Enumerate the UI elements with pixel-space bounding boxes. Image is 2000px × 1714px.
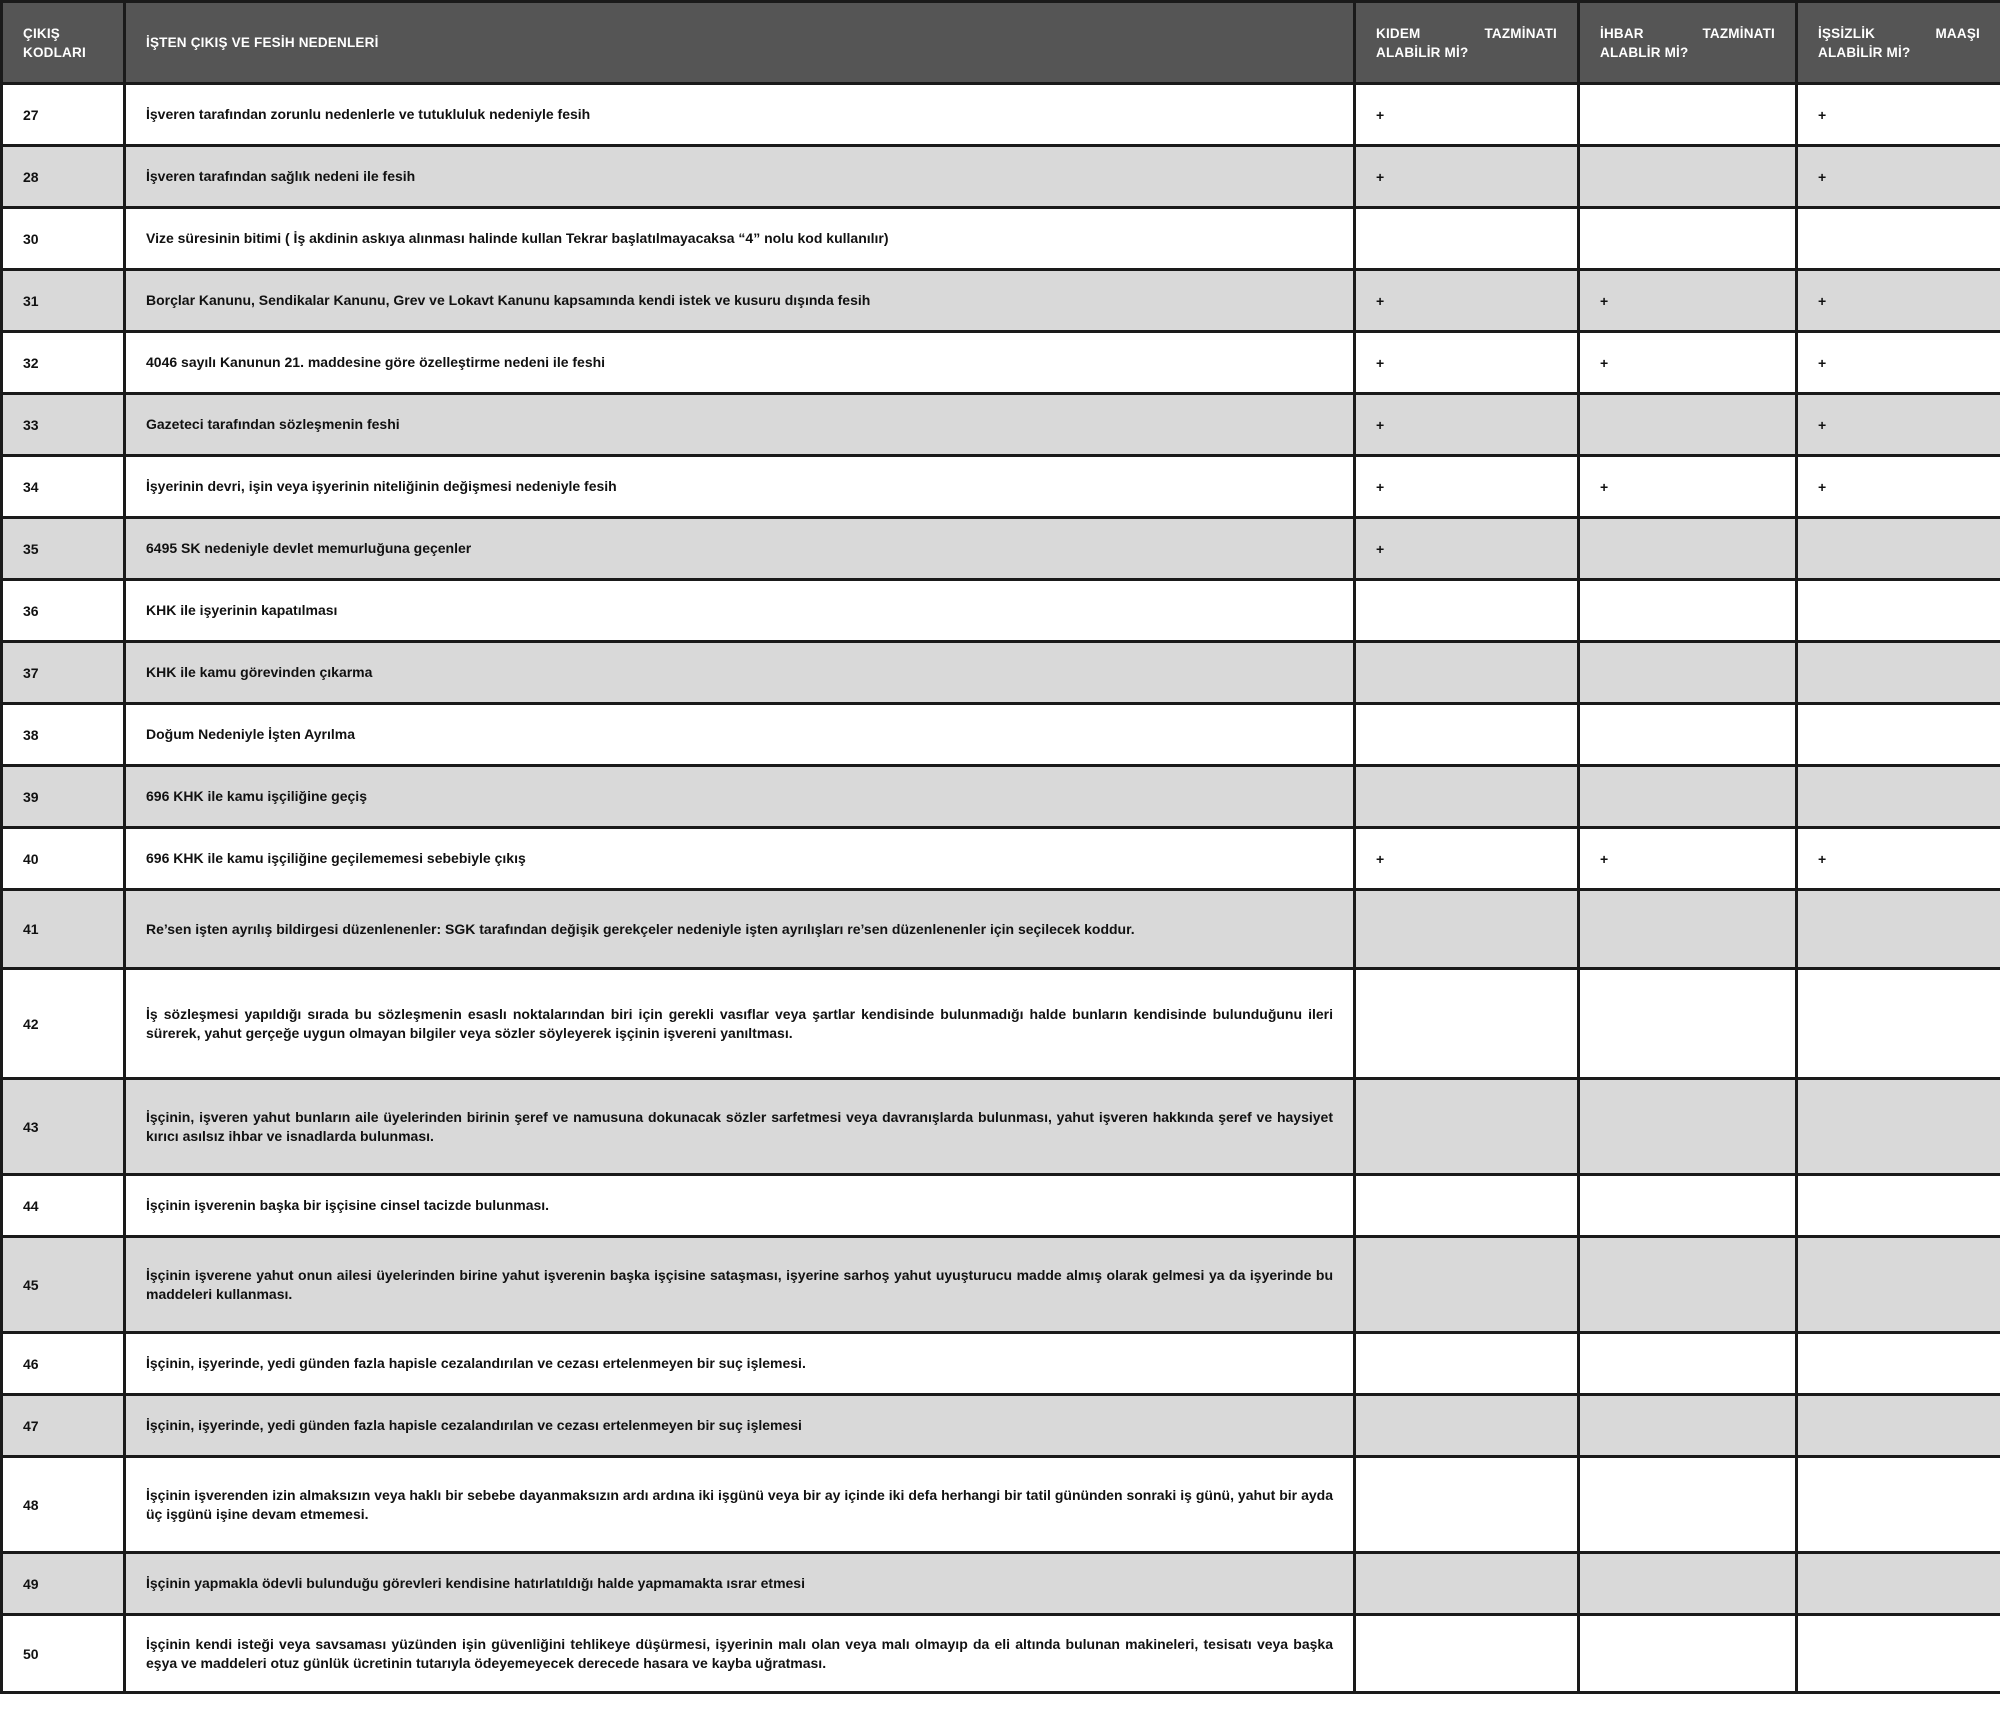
cell-unemployment [1797, 969, 2000, 1079]
cell-unemployment [1797, 1175, 2000, 1237]
header-severance: KIDEM TAZMİNATI ALABİLİR Mİ? [1355, 2, 1579, 84]
cell-severance: + [1355, 828, 1579, 890]
cell-code: 44 [2, 1175, 125, 1237]
cell-unemployment [1797, 1237, 2000, 1333]
cell-unemployment: + [1797, 332, 2000, 394]
cell-code: 33 [2, 394, 125, 456]
table-row [2, 1457, 2000, 1553]
table-row [2, 394, 2000, 456]
cell-notice [1579, 1615, 1797, 1693]
table-row [2, 208, 2000, 270]
cell-severance: + [1355, 84, 1579, 146]
cell-code: 36 [2, 580, 125, 642]
cell-code: 47 [2, 1395, 125, 1457]
cell-code: 38 [2, 704, 125, 766]
cell-code: 37 [2, 642, 125, 704]
cell-code: 32 [2, 332, 125, 394]
cell-unemployment [1797, 1553, 2000, 1615]
cell-notice: + [1579, 456, 1797, 518]
cell-notice [1579, 890, 1797, 969]
cell-unemployment [1797, 766, 2000, 828]
cell-notice: + [1579, 332, 1797, 394]
cell-unemployment: + [1797, 828, 2000, 890]
cell-reason: İşçinin işverenden izin almaksızın veya haklı bir sebebe dayanmaksızın ardı ardına iki işgünü veya bir ay içinde iki defa herhangi bir tatil gününden sonraki iş günü, yahut bir ayda üç işgünü işine devam etmemesi. [125, 1457, 1355, 1553]
header-unemployment: İŞSİZLİK MAAŞI ALABİLİR Mİ? [1797, 2, 2000, 84]
header-notice: İHBAR TAZMİNATI ALABLİR Mİ? [1579, 2, 1797, 84]
cell-notice [1579, 704, 1797, 766]
cell-severance [1355, 208, 1579, 270]
cell-code: 28 [2, 146, 125, 208]
cell-notice [1579, 1333, 1797, 1395]
table-row [2, 146, 2000, 208]
cell-reason: 6495 SK nedeniyle devlet memurluğuna geçenler [125, 518, 1355, 580]
cell-code: 46 [2, 1333, 125, 1395]
cell-severance: + [1355, 146, 1579, 208]
cell-notice [1579, 642, 1797, 704]
cell-code: 49 [2, 1553, 125, 1615]
cell-unemployment [1797, 642, 2000, 704]
cell-reason: İşçinin, işveren yahut bunların aile üyelerinden birinin şeref ve namusuna dokunacak sözler sarfetmesi veya davranışlarda bulunması, yahut işveren hakkında şeref ve haysiyet kırıcı asılsız ihbar ve isnadlarda bulunması. [125, 1079, 1355, 1175]
cell-reason: Borçlar Kanunu, Sendikalar Kanunu, Grev ve Lokavt Kanunu kapsamında kendi istek ve kusuru dışında fesih [125, 270, 1355, 332]
cell-severance: + [1355, 518, 1579, 580]
cell-severance [1355, 642, 1579, 704]
cell-reason: KHK ile işyerinin kapatılması [125, 580, 1355, 642]
cell-notice [1579, 1553, 1797, 1615]
cell-unemployment [1797, 1395, 2000, 1457]
table-row [2, 456, 2000, 518]
cell-reason: Re’sen işten ayrılış bildirgesi düzenlenenler: SGK tarafından değişik gerekçeler nedeniyle işten ayrılışları re’sen düzenlenenler için seçilecek koddur. [125, 890, 1355, 969]
cell-severance: + [1355, 270, 1579, 332]
cell-unemployment [1797, 208, 2000, 270]
cell-reason: İş sözleşmesi yapıldığı sırada bu sözleşmenin esaslı noktalarından biri için gerekli vasıflar veya şartlar kendisinde bulunmadığı halde bunların kendisinde bulunduğunu ileri sürerek, yahut gerçeğe uygun olmayan bilgiler veya sözler söyleyerek işçinin işvereni yanıltması. [125, 969, 1355, 1079]
cell-severance: + [1355, 332, 1579, 394]
table-row [2, 84, 2000, 146]
cell-severance [1355, 704, 1579, 766]
table-row [2, 704, 2000, 766]
table-row [2, 1079, 2000, 1175]
cell-unemployment [1797, 1457, 2000, 1553]
cell-severance [1355, 1395, 1579, 1457]
table-row [2, 828, 2000, 890]
cell-notice [1579, 1395, 1797, 1457]
cell-notice [1579, 1175, 1797, 1237]
cell-notice: + [1579, 828, 1797, 890]
table-row [2, 1553, 2000, 1615]
cell-reason: İşçinin işverenin başka bir işçisine cinsel tacizde bulunması. [125, 1175, 1355, 1237]
cell-severance [1355, 766, 1579, 828]
cell-unemployment [1797, 518, 2000, 580]
cell-reason: İşyerinin devri, işin veya işyerinin niteliğinin değişmesi nedeniyle fesih [125, 456, 1355, 518]
cell-code: 34 [2, 456, 125, 518]
table-row [2, 332, 2000, 394]
cell-code: 50 [2, 1615, 125, 1693]
cell-code: 35 [2, 518, 125, 580]
cell-reason: Doğum Nedeniyle İşten Ayrılma [125, 704, 1355, 766]
cell-code: 43 [2, 1079, 125, 1175]
cell-notice [1579, 146, 1797, 208]
header-reason: İŞTEN ÇIKIŞ VE FESİH NEDENLERİ [125, 2, 1355, 84]
cell-unemployment [1797, 704, 2000, 766]
table-row [2, 766, 2000, 828]
cell-code: 41 [2, 890, 125, 969]
cell-reason: KHK ile kamu görevinden çıkarma [125, 642, 1355, 704]
cell-notice [1579, 394, 1797, 456]
cell-code: 27 [2, 84, 125, 146]
cell-notice [1579, 766, 1797, 828]
table-row [2, 1615, 2000, 1693]
cell-severance: + [1355, 394, 1579, 456]
table-row [2, 1333, 2000, 1395]
cell-unemployment: + [1797, 146, 2000, 208]
table-row [2, 890, 2000, 969]
cell-notice [1579, 969, 1797, 1079]
cell-reason: 4046 sayılı Kanunun 21. maddesine göre özelleştirme nedeni ile feshi [125, 332, 1355, 394]
table-row [2, 969, 2000, 1079]
cell-reason: 696 KHK ile kamu işçiliğine geçilememesi sebebiyle çıkış [125, 828, 1355, 890]
cell-severance [1355, 1175, 1579, 1237]
cell-unemployment [1797, 890, 2000, 969]
cell-notice: + [1579, 270, 1797, 332]
cell-unemployment [1797, 1615, 2000, 1693]
cell-unemployment: + [1797, 394, 2000, 456]
cell-code: 48 [2, 1457, 125, 1553]
cell-code: 45 [2, 1237, 125, 1333]
cell-unemployment: + [1797, 84, 2000, 146]
cell-unemployment: + [1797, 270, 2000, 332]
cell-notice [1579, 1079, 1797, 1175]
cell-severance [1355, 1457, 1579, 1553]
cell-code: 39 [2, 766, 125, 828]
cell-code: 40 [2, 828, 125, 890]
cell-code: 31 [2, 270, 125, 332]
table-row [2, 518, 2000, 580]
cell-severance [1355, 580, 1579, 642]
cell-reason: İşçinin kendi isteği veya savsaması yüzünden işin güvenliğini tehlikeye düşürmesi, işyerinin malı olan veya malı olmayıp da eli altında bulunan makineleri, tesisatı veya başka eşya ve maddeleri otuz günlük ücretinin tutarıyla ödeyemeyecek derecede hasara ve kayba uğratması. [125, 1615, 1355, 1693]
cell-severance: + [1355, 456, 1579, 518]
cell-code: 42 [2, 969, 125, 1079]
header-code: ÇIKIŞ KODLARI [2, 2, 125, 84]
cell-severance [1355, 1333, 1579, 1395]
cell-notice [1579, 84, 1797, 146]
cell-notice [1579, 1237, 1797, 1333]
table-row [2, 1395, 2000, 1457]
cell-unemployment [1797, 1333, 2000, 1395]
cell-unemployment [1797, 1079, 2000, 1175]
table-row [2, 1237, 2000, 1333]
cell-reason: Gazeteci tarafından sözleşmenin feshi [125, 394, 1355, 456]
table-row [2, 1175, 2000, 1237]
cell-notice [1579, 518, 1797, 580]
cell-severance [1355, 1079, 1579, 1175]
cell-reason: İşçinin, işyerinde, yedi günden fazla hapisle cezalandırılan ve cezası ertelenmeyen bir suç işlemesi. [125, 1333, 1355, 1395]
cell-severance [1355, 969, 1579, 1079]
cell-reason: İşveren tarafından zorunlu nedenlerle ve tutukluluk nedeniyle fesih [125, 84, 1355, 146]
cell-reason: İşveren tarafından sağlık nedeni ile fesih [125, 146, 1355, 208]
cell-reason: İşçinin işverene yahut onun ailesi üyelerinden birine yahut işverenin başka işçisine sataşması, işyerine sarhoş yahut uyuşturucu madde almış olarak gelmesi ya da işyerinde bu maddeleri kullanması. [125, 1237, 1355, 1333]
cell-reason: İşçinin, işyerinde, yedi günden fazla hapisle cezalandırılan ve cezası ertelenmeyen bir suç işlemesi [125, 1395, 1355, 1457]
table-row [2, 642, 2000, 704]
table-row [2, 580, 2000, 642]
cell-notice [1579, 208, 1797, 270]
table-row [2, 270, 2000, 332]
cell-unemployment [1797, 580, 2000, 642]
cell-unemployment: + [1797, 456, 2000, 518]
cell-reason: 696 KHK ile kamu işçiliğine geçiş [125, 766, 1355, 828]
table-header-row [2, 2, 2000, 84]
cell-severance [1355, 890, 1579, 969]
cell-reason: İşçinin yapmakla ödevli bulunduğu görevleri kendisine hatırlatıldığı halde yapmamakta ısrar etmesi [125, 1553, 1355, 1615]
cell-severance [1355, 1615, 1579, 1693]
cell-notice [1579, 1457, 1797, 1553]
cell-severance [1355, 1553, 1579, 1615]
cell-severance [1355, 1237, 1579, 1333]
cell-reason: Vize süresinin bitimi ( İş akdinin askıya alınması halinde kullan Tekrar başlatılmayacaksa “4” nolu kod kullanılır) [125, 208, 1355, 270]
cell-notice [1579, 580, 1797, 642]
cell-code: 30 [2, 208, 125, 270]
